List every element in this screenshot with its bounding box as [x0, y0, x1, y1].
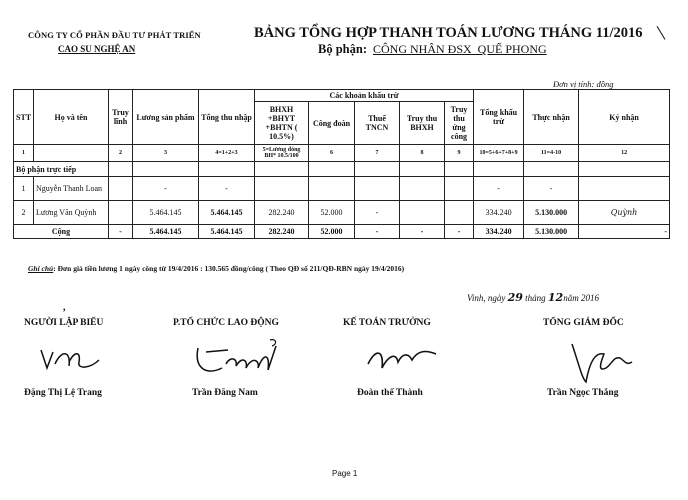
date-month-label: tháng: [525, 293, 546, 303]
numbering-cell: 12: [579, 145, 670, 162]
date-prefix: Vinh, ngày: [467, 293, 506, 303]
note-label: Ghi chú: [28, 264, 54, 273]
signature-icon: [568, 338, 638, 388]
row-thuc-nhan: -: [524, 177, 579, 201]
department-value: CÔNG NHÂN ĐSX_QUẾ PHONG: [372, 42, 547, 56]
total-bhxh: 282.240: [255, 225, 309, 239]
total-thue: -: [355, 225, 400, 239]
note-text: : Đơn giá tiền lương 1 ngày công từ 19/4/2016 : 130.565 đồng/công ( Theo QĐ số 211/QĐ-RBN ngày 19/4/2016): [53, 264, 405, 273]
row-truy-thu-bhxh: [400, 201, 445, 225]
total-truy-thu-bhxh: -: [400, 225, 445, 239]
row-ky-nhan: [579, 177, 670, 201]
signature-icon: [35, 338, 115, 378]
section-label: Bộ phận trực tiếp: [14, 162, 109, 177]
pen-dot-icon: ,: [63, 302, 66, 313]
numbering-cell: 8: [400, 145, 445, 162]
numbering-cell: 3: [133, 145, 199, 162]
header-luong-san-pham: Lương sản phẩm: [133, 90, 199, 145]
row-cong-doan: [309, 177, 355, 201]
row-cong-doan: 52.000: [309, 201, 355, 225]
signature-role: NGƯỜI LẬP BIỂU: [24, 318, 104, 328]
signature-role: P.TỔ CHỨC LAO ĐỘNG: [173, 318, 279, 328]
total-tong: 5.464.145: [199, 225, 255, 239]
header-khau-tru: Các khoản khấu trừ: [255, 90, 474, 102]
signature-role: KẾ TOÁN TRƯỞNG: [343, 318, 431, 328]
numbering-cell: 5=Lương đóng BH* 10.5/100: [255, 145, 309, 162]
row-thue: [355, 177, 400, 201]
header-name: Họ và tên: [34, 90, 109, 145]
signature-name: Đặng Thị Lệ Trang: [24, 388, 102, 398]
row-thuc-nhan: 5.130.000: [524, 201, 579, 225]
row-luong-sp: 5.464.145: [133, 201, 199, 225]
row-stt: 2: [14, 201, 34, 225]
total-cong-doan: 52.000: [309, 225, 355, 239]
header-stt: STT: [14, 90, 34, 145]
date-year: năm 2016: [563, 293, 599, 303]
row-bhxh: [255, 177, 309, 201]
numbering-cell: 10=5+6+7+8+9: [474, 145, 524, 162]
numbering-cell: [34, 145, 109, 162]
page-number: Page 1: [332, 469, 358, 478]
row-truy-thu-ung: [445, 201, 474, 225]
row-luong-sp: -: [133, 177, 199, 201]
numbering-cell: 1: [14, 145, 34, 162]
header-thuc-nhan: Thực nhận: [524, 90, 579, 145]
company-subname: CAO SU NGHỆ AN: [58, 44, 136, 54]
header-tong-khau-tru: Tổng khấu trừ: [474, 90, 524, 145]
signature-icon: [362, 338, 442, 378]
row-truy-linh: [109, 201, 133, 225]
payroll-table: [13, 89, 670, 239]
signature-name: Trần Đăng Nam: [192, 388, 258, 398]
unit-label: Đơn vị tính: đồng: [553, 79, 614, 89]
signature-name: Trần Ngọc Thắng: [547, 388, 619, 398]
row-tong: 5.464.145: [199, 201, 255, 225]
department-line: [318, 42, 547, 57]
row-thue: -: [355, 201, 400, 225]
row-truy-thu-bhxh: [400, 177, 445, 201]
date-day: 29: [507, 291, 523, 304]
total-row: [14, 225, 670, 239]
company-name: CÔNG TY CỔ PHẦN ĐẦU TƯ PHÁT TRIỂN: [28, 30, 201, 40]
row-bhxh: 282.240: [255, 201, 309, 225]
signature-role: TỔNG GIÁM ĐỐC: [543, 318, 624, 328]
row-truy-thu-ung: [445, 177, 474, 201]
row-truy-linh: [109, 177, 133, 201]
numbering-row: [14, 145, 670, 162]
numbering-cell: 11=4-10: [524, 145, 579, 162]
row-tong-khau-tru: 334.240: [474, 201, 524, 225]
pen-mark-icon: \: [655, 19, 667, 46]
header-truy-linh: Truy lĩnh: [109, 90, 133, 145]
section-row: [14, 162, 670, 177]
header-truy-thu-ung: Truy thu ứng công: [445, 102, 474, 145]
total-truy-linh: -: [109, 225, 133, 239]
numbering-cell: 9: [445, 145, 474, 162]
date-line: [467, 291, 599, 304]
row-name: Nguyễn Thanh Loan: [34, 177, 109, 201]
header-ky-nhan: Ký nhận: [579, 90, 670, 145]
numbering-cell: 4=1+2+3: [199, 145, 255, 162]
row-name: Lương Văn Quỳnh: [34, 201, 109, 225]
date-month: 12: [547, 291, 564, 304]
signature-icon: [192, 338, 282, 383]
row-tong-khau-tru: -: [474, 177, 524, 201]
row-ky-nhan: Quỳnh: [579, 201, 670, 225]
table-row: [14, 201, 670, 225]
total-tong-khau-tru: 334.240: [474, 225, 524, 239]
note: [28, 264, 404, 273]
department-label: Bộ phận:: [318, 42, 367, 56]
header-tong-thu-nhap: Tổng thu nhập: [199, 90, 255, 145]
numbering-cell: 7: [355, 145, 400, 162]
header-truy-thu-bhxh: Truy thu BHXH: [400, 102, 445, 145]
total-label: Cộng: [14, 225, 109, 239]
numbering-cell: 6: [309, 145, 355, 162]
numbering-cell: 2: [109, 145, 133, 162]
total-truy-thu-ung: -: [445, 225, 474, 239]
row-tong: -: [199, 177, 255, 201]
header-cong-doan: Công đoàn: [309, 102, 355, 145]
total-thuc-nhan: 5.130.000: [524, 225, 579, 239]
total-ky-nhan: -: [579, 225, 670, 239]
header-bhxh: BHXH +BHYT +BHTN ( 10.5%): [255, 102, 309, 145]
page-title: BẢNG TỔNG HỢP THANH TOÁN LƯƠNG THÁNG 11/2016: [254, 25, 643, 41]
signature-name: Đoàn thế Thành: [357, 388, 423, 398]
header-thue: Thuế TNCN: [355, 102, 400, 145]
total-luong-sp: 5.464.145: [133, 225, 199, 239]
row-stt: 1: [14, 177, 34, 201]
table-row: [14, 177, 670, 201]
